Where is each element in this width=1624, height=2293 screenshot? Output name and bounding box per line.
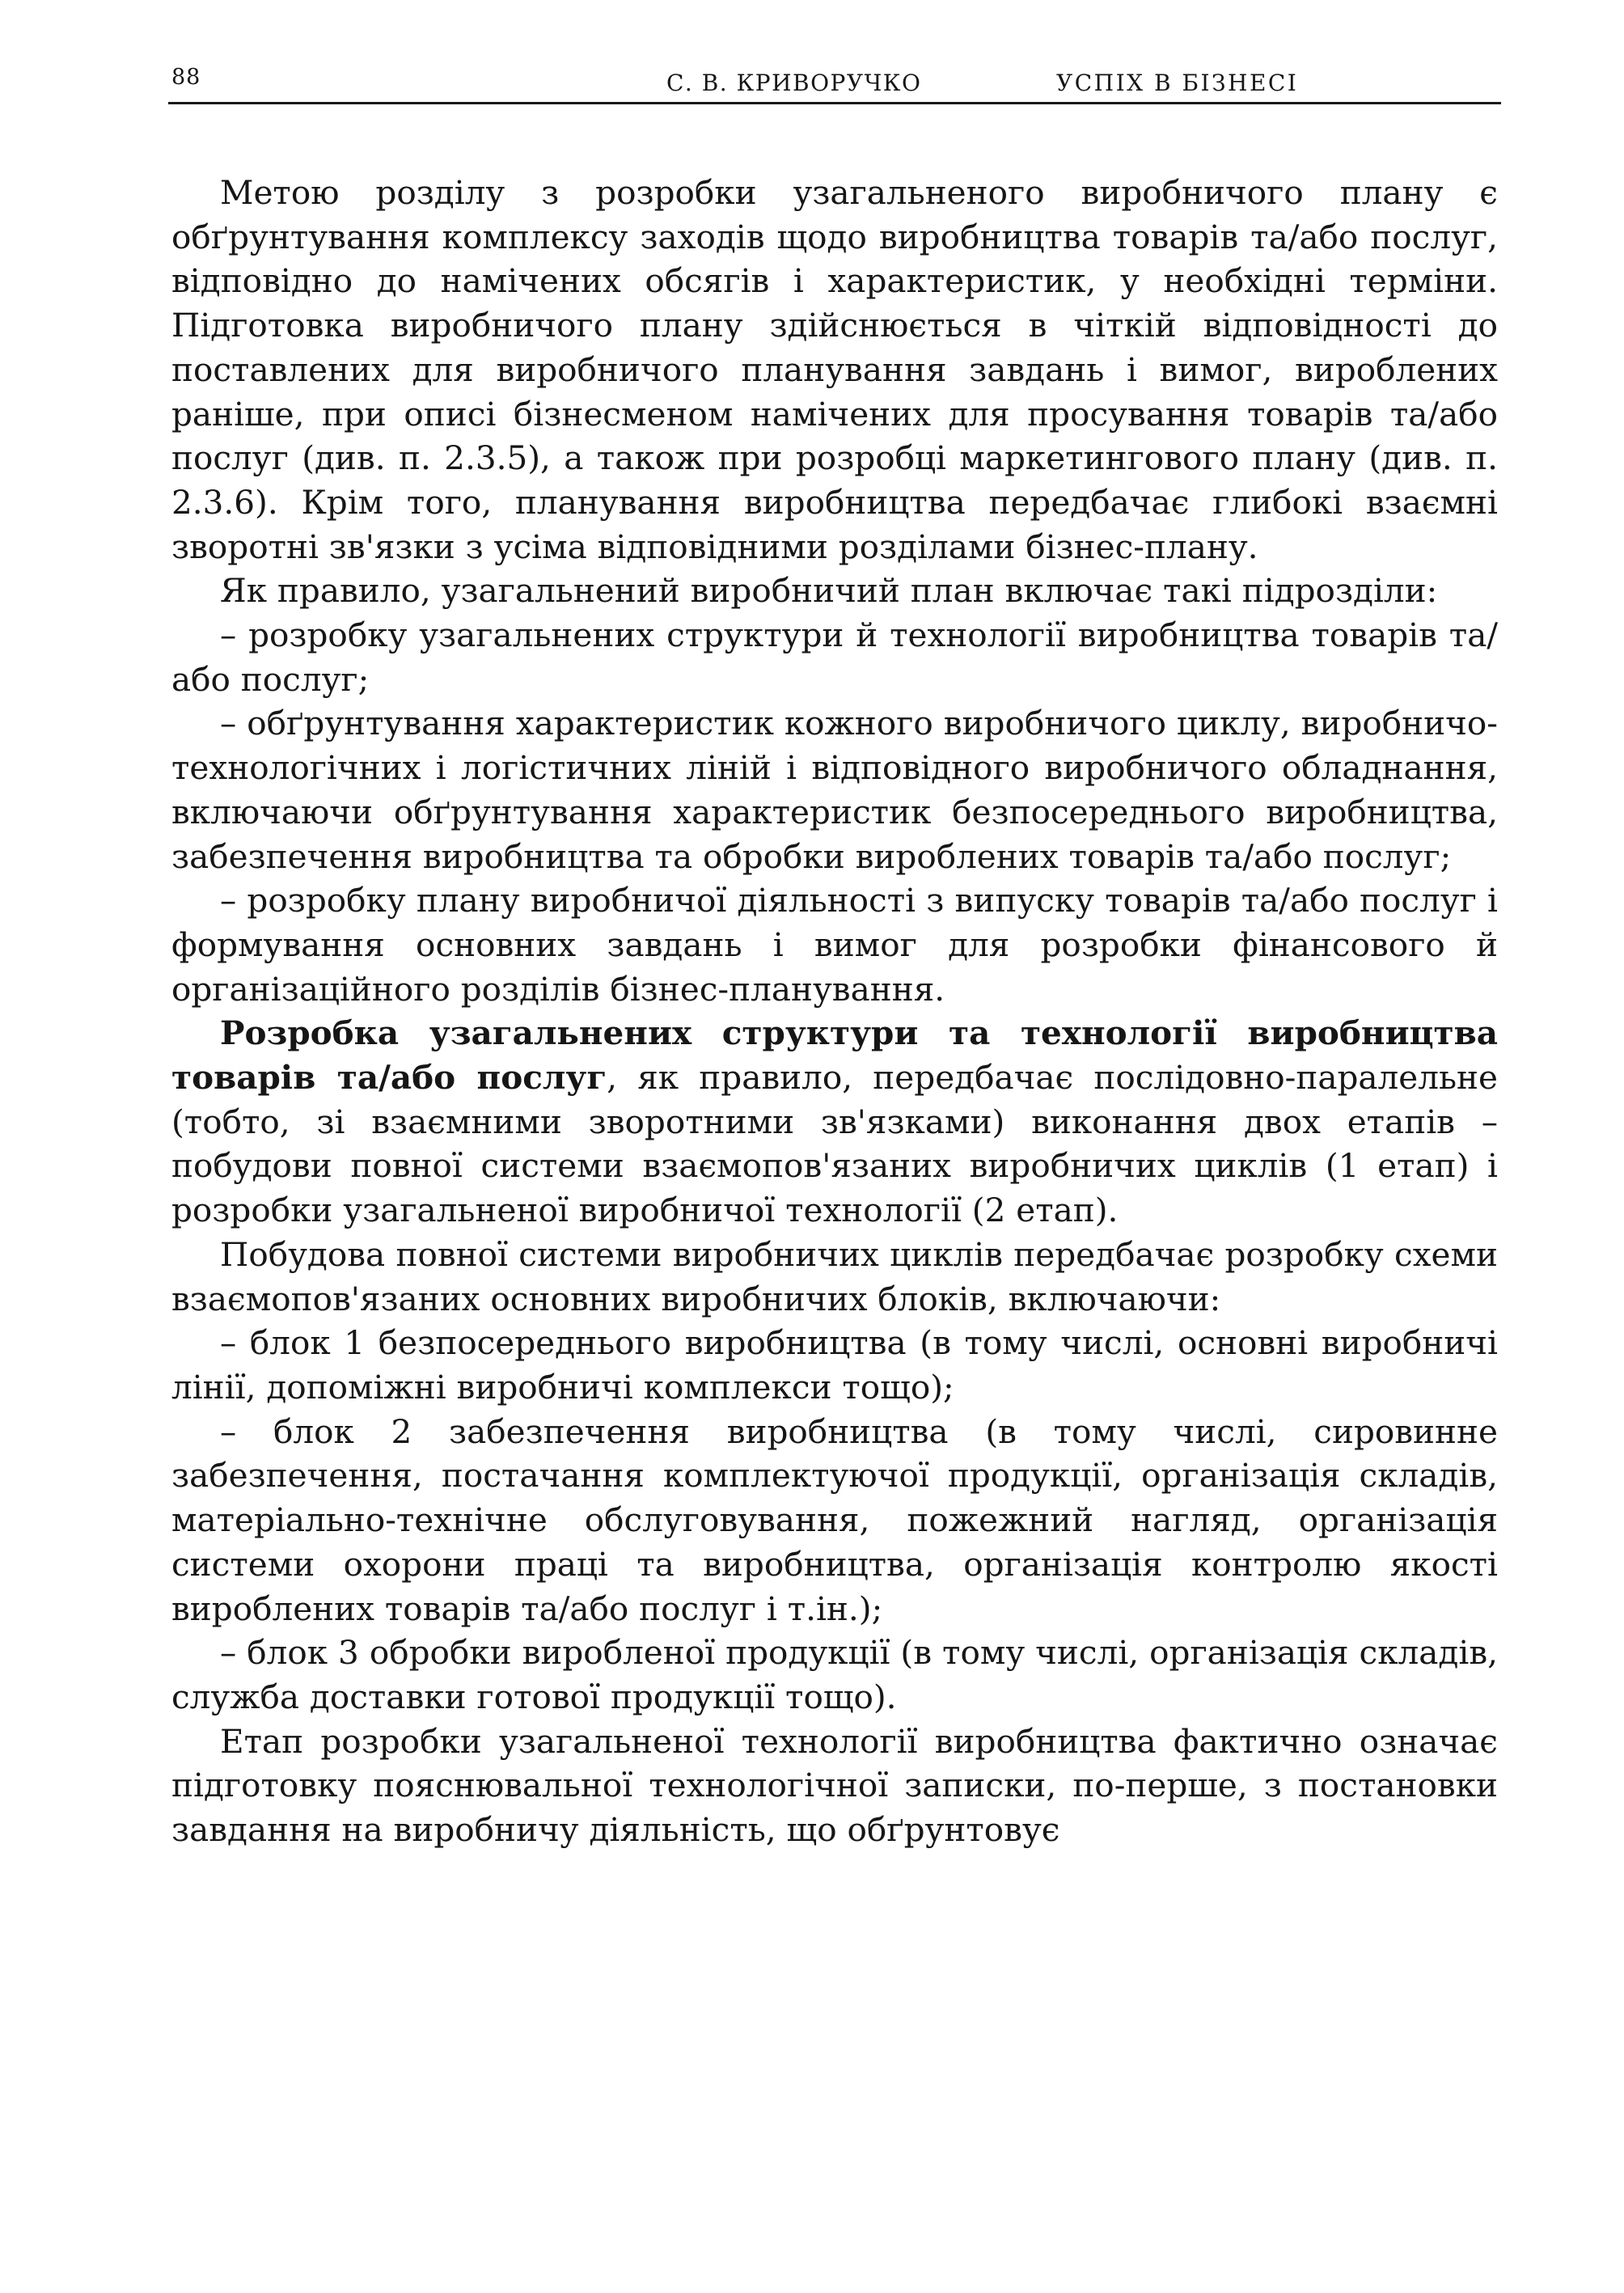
running-header xyxy=(168,60,1501,104)
list-item-block-2: – блок 2 забезпечення виробництва (в тому числі, сировинне забезпечення, постачання комплектуючої продукції, організація складів, матеріально-технічне обслуговування, пожежний нагляд, організація системи охорони праці та виробництва, організація контролю якості вироблених товарів та/або послуг і т.ін.); xyxy=(171,1411,1498,1628)
paragraph-structure-development xyxy=(171,1011,1498,1233)
list-item-block-3: – блок 3 обробки виробленої продукції (в тому числі, організація складів, служба доставки готової продукції тощо). xyxy=(171,1633,1498,1716)
paragraph-goal: Метою розділу з розробки узагальненого виробничого плану є обґрунтування комплексу заходів щодо виробництва товарів та/або послуг, відповідно до намічених обсягів і характеристик, у необхідні терміни. Підготовка виробничого плану здійснюється в чіткій відповідності до поставлених для виробничого планування завдань і вимог, вироблених раніше, при описі бізнесменом намічених для просування товарів та/або послуг (див. п. 2.3.5), а також при розробці маркетингового плану (див. п. 2.3.6). Крім того, планування виробництва передбачає глибокі взаємні зворотні зв'язки з усіма відповідними розділами бізнес-плану. xyxy=(171,173,1498,566)
header-book-title: УСПІХ В БІЗНЕСІ xyxy=(1056,70,1299,96)
paragraph-technology-stage: Етап розробки узагальненої технології виробництва фактично означає підготовку пояснювальної технологічної записки, по-перше, з постановки завдання на виробничу діяльність, що обґрунтовує xyxy=(171,1721,1498,1850)
page-number: 88 xyxy=(171,65,201,90)
list-item-activity-plan: – розробку плану виробничої діяльності з випуску товарів та/або послуг і формування основних завдань і вимог для розробки фінансового й організаційного розділів бізнес-планування. xyxy=(171,881,1498,1009)
list-item-characteristics: – обґрунтування характеристик кожного виробничого циклу, виробничо-технологічних і логістичних ліній і відповідного виробничого обладнання, включаючи обґрунтування характеристик безпосереднього виробництва, забезпечення виробництва та обробки вироблених товарів та/або послуг; xyxy=(171,704,1498,876)
paragraph-cycles-system: Побудова повної системи виробничих циклів передбачає розробку схеми взаємопов'язаних основних виробничих блоків, включаючи: xyxy=(171,1234,1498,1318)
bold-term: Розробка узагальнених структури та технології виробництва товарів та/або послуг xyxy=(171,1013,1498,1098)
paragraph-subsections-intro: Як правило, узагальнений виробничий план включає такі підрозділи: xyxy=(220,571,1438,611)
page-body xyxy=(171,171,1498,1852)
list-item-structure: – розробку узагальнених структури й технології виробництва товарів та/або послуг; xyxy=(171,616,1498,699)
paragraph-structure-rest: , як правило, передбачає послідовно-паралельне (тобто, зі взаємними зворотними зв'язками) виконання двох етапів – побудови повної системи взаємопов'язаних виробничих циклів (1 етап) і розробки узагальненої виробничої технології (2 етап). xyxy=(171,1058,1498,1230)
list-item-block-1: – блок 1 безпосереднього виробництва (в тому числі, основні виробничі лінії, допоміжні виробничі комплекси тощо); xyxy=(171,1323,1498,1407)
header-author: С. В. КРИВОРУЧКО xyxy=(666,70,922,96)
